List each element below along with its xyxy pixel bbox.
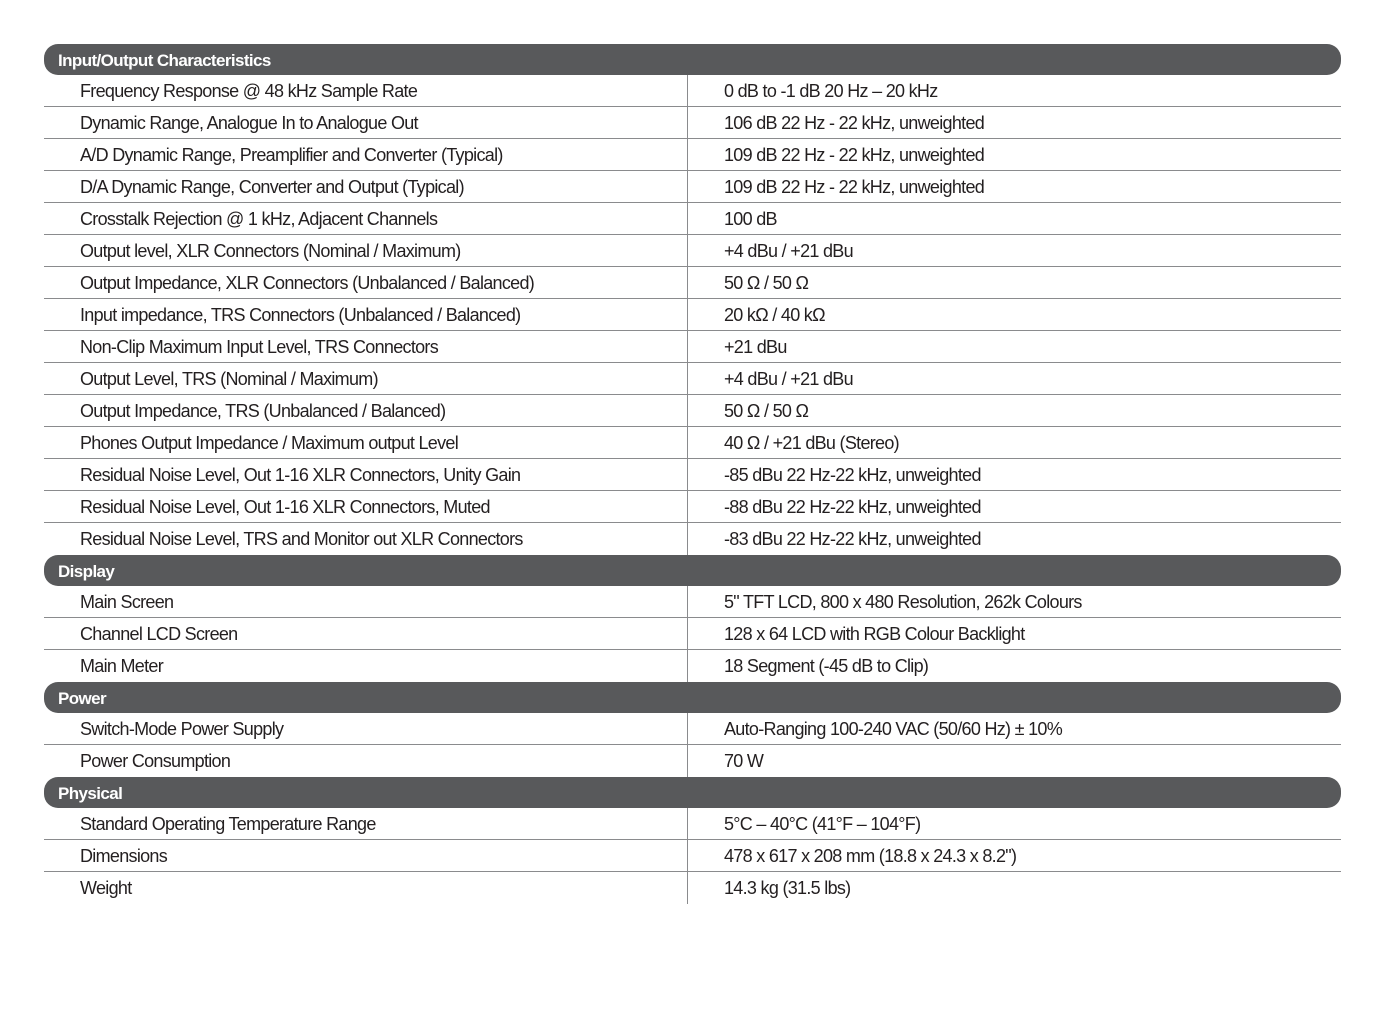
table-row xyxy=(44,459,1341,491)
section-header-power: Power xyxy=(44,682,1341,713)
spec-value: 5" TFT LCD, 800 x 480 Resolution, 262k Colours xyxy=(724,592,1082,612)
table-row xyxy=(44,713,1341,745)
spec-value: 70 W xyxy=(724,751,764,771)
spec-label: Crosstalk Rejection @ 1 kHz, Adjacent Channels xyxy=(44,203,688,234)
spec-label: Non-Clip Maximum Input Level, TRS Connectors xyxy=(44,331,688,362)
table-row xyxy=(44,235,1341,267)
table-row xyxy=(44,299,1341,331)
spec-value: +4 dBu / +21 dBu xyxy=(724,369,853,389)
spec-value: 128 x 64 LCD with RGB Colour Backlight xyxy=(724,624,1025,644)
spec-value: -83 dBu 22 Hz-22 kHz, unweighted xyxy=(724,529,981,549)
table-row xyxy=(44,203,1341,235)
spec-label: Output Impedance, XLR Connectors (Unbalanced / Balanced) xyxy=(44,267,688,298)
spec-label: Channel LCD Screen xyxy=(44,618,688,649)
table-row xyxy=(44,427,1341,459)
spec-label: Power Consumption xyxy=(44,745,688,777)
table-row xyxy=(44,107,1341,139)
table-row xyxy=(44,395,1341,427)
table-row xyxy=(44,139,1341,171)
spec-value: 50 Ω / 50 Ω xyxy=(724,401,809,421)
spec-label: Dynamic Range, Analogue In to Analogue Out xyxy=(44,107,688,138)
spec-value: -88 dBu 22 Hz-22 kHz, unweighted xyxy=(724,497,981,517)
spec-value: 5°C – 40°C (41°F – 104°F) xyxy=(724,814,921,834)
spec-value: Auto-Ranging 100-240 VAC (50/60 Hz) ± 10% xyxy=(724,719,1063,739)
spec-value: 50 Ω / 50 Ω xyxy=(724,273,809,293)
spec-value: +4 dBu / +21 dBu xyxy=(724,241,853,261)
spec-label: Standard Operating Temperature Range xyxy=(44,808,688,839)
table-row xyxy=(44,523,1341,555)
spec-label: Weight xyxy=(44,872,688,904)
table-row xyxy=(44,363,1341,395)
table-row xyxy=(44,586,1341,618)
spec-value: 18 Segment (-45 dB to Clip) xyxy=(724,656,929,676)
table-row xyxy=(44,171,1341,203)
section-header-physical: Physical xyxy=(44,777,1341,808)
table-row xyxy=(44,491,1341,523)
spec-value: 106 dB 22 Hz - 22 kHz, unweighted xyxy=(724,113,985,133)
table-row xyxy=(44,745,1341,777)
spec-label: Main Meter xyxy=(44,650,688,682)
spec-label: Main Screen xyxy=(44,586,688,617)
spec-value: -85 dBu 22 Hz-22 kHz, unweighted xyxy=(724,465,981,485)
spec-label: Output level, XLR Connectors (Nominal / Maximum) xyxy=(44,235,688,266)
spec-value: 109 dB 22 Hz - 22 kHz, unweighted xyxy=(724,145,985,165)
spec-label: Input impedance, TRS Connectors (Unbalanced / Balanced) xyxy=(44,299,688,330)
spec-value: 109 dB 22 Hz - 22 kHz, unweighted xyxy=(724,177,985,197)
spec-label: Residual Noise Level, Out 1-16 XLR Connectors, Unity Gain xyxy=(44,459,688,490)
spec-label: Phones Output Impedance / Maximum output Level xyxy=(44,427,688,458)
spec-label: A/D Dynamic Range, Preamplifier and Converter (Typical) xyxy=(44,139,688,170)
spec-label: Residual Noise Level, Out 1-16 XLR Connectors, Muted xyxy=(44,491,688,522)
spec-label: Dimensions xyxy=(44,840,688,871)
section-header-io: Input/Output Characteristics xyxy=(44,44,1341,75)
spec-label: Output Impedance, TRS (Unbalanced / Balanced) xyxy=(44,395,688,426)
spec-table xyxy=(44,44,1341,904)
table-row xyxy=(44,650,1341,682)
spec-value: 100 dB xyxy=(724,209,777,229)
spec-value: 478 x 617 x 208 mm (18.8 x 24.3 x 8.2") xyxy=(724,846,1017,866)
table-row xyxy=(44,872,1341,904)
table-row xyxy=(44,618,1341,650)
spec-value: 14.3 kg (31.5 lbs) xyxy=(724,878,851,898)
table-row xyxy=(44,808,1341,840)
table-row xyxy=(44,267,1341,299)
spec-value: 20 kΩ / 40 kΩ xyxy=(724,305,825,325)
spec-label: Switch-Mode Power Supply xyxy=(44,713,688,744)
table-row xyxy=(44,840,1341,872)
spec-label: D/A Dynamic Range, Converter and Output (Typical) xyxy=(44,171,688,202)
spec-value: +21 dBu xyxy=(724,337,787,357)
spec-label: Residual Noise Level, TRS and Monitor out XLR Connectors xyxy=(44,523,688,555)
section-header-display: Display xyxy=(44,555,1341,586)
spec-label: Frequency Response @ 48 kHz Sample Rate xyxy=(44,75,688,106)
spec-value: 0 dB to -1 dB 20 Hz – 20 kHz xyxy=(724,81,938,101)
table-row xyxy=(44,331,1341,363)
spec-label: Output Level, TRS (Nominal / Maximum) xyxy=(44,363,688,394)
spec-value: 40 Ω / +21 dBu (Stereo) xyxy=(724,433,899,453)
table-row xyxy=(44,75,1341,107)
